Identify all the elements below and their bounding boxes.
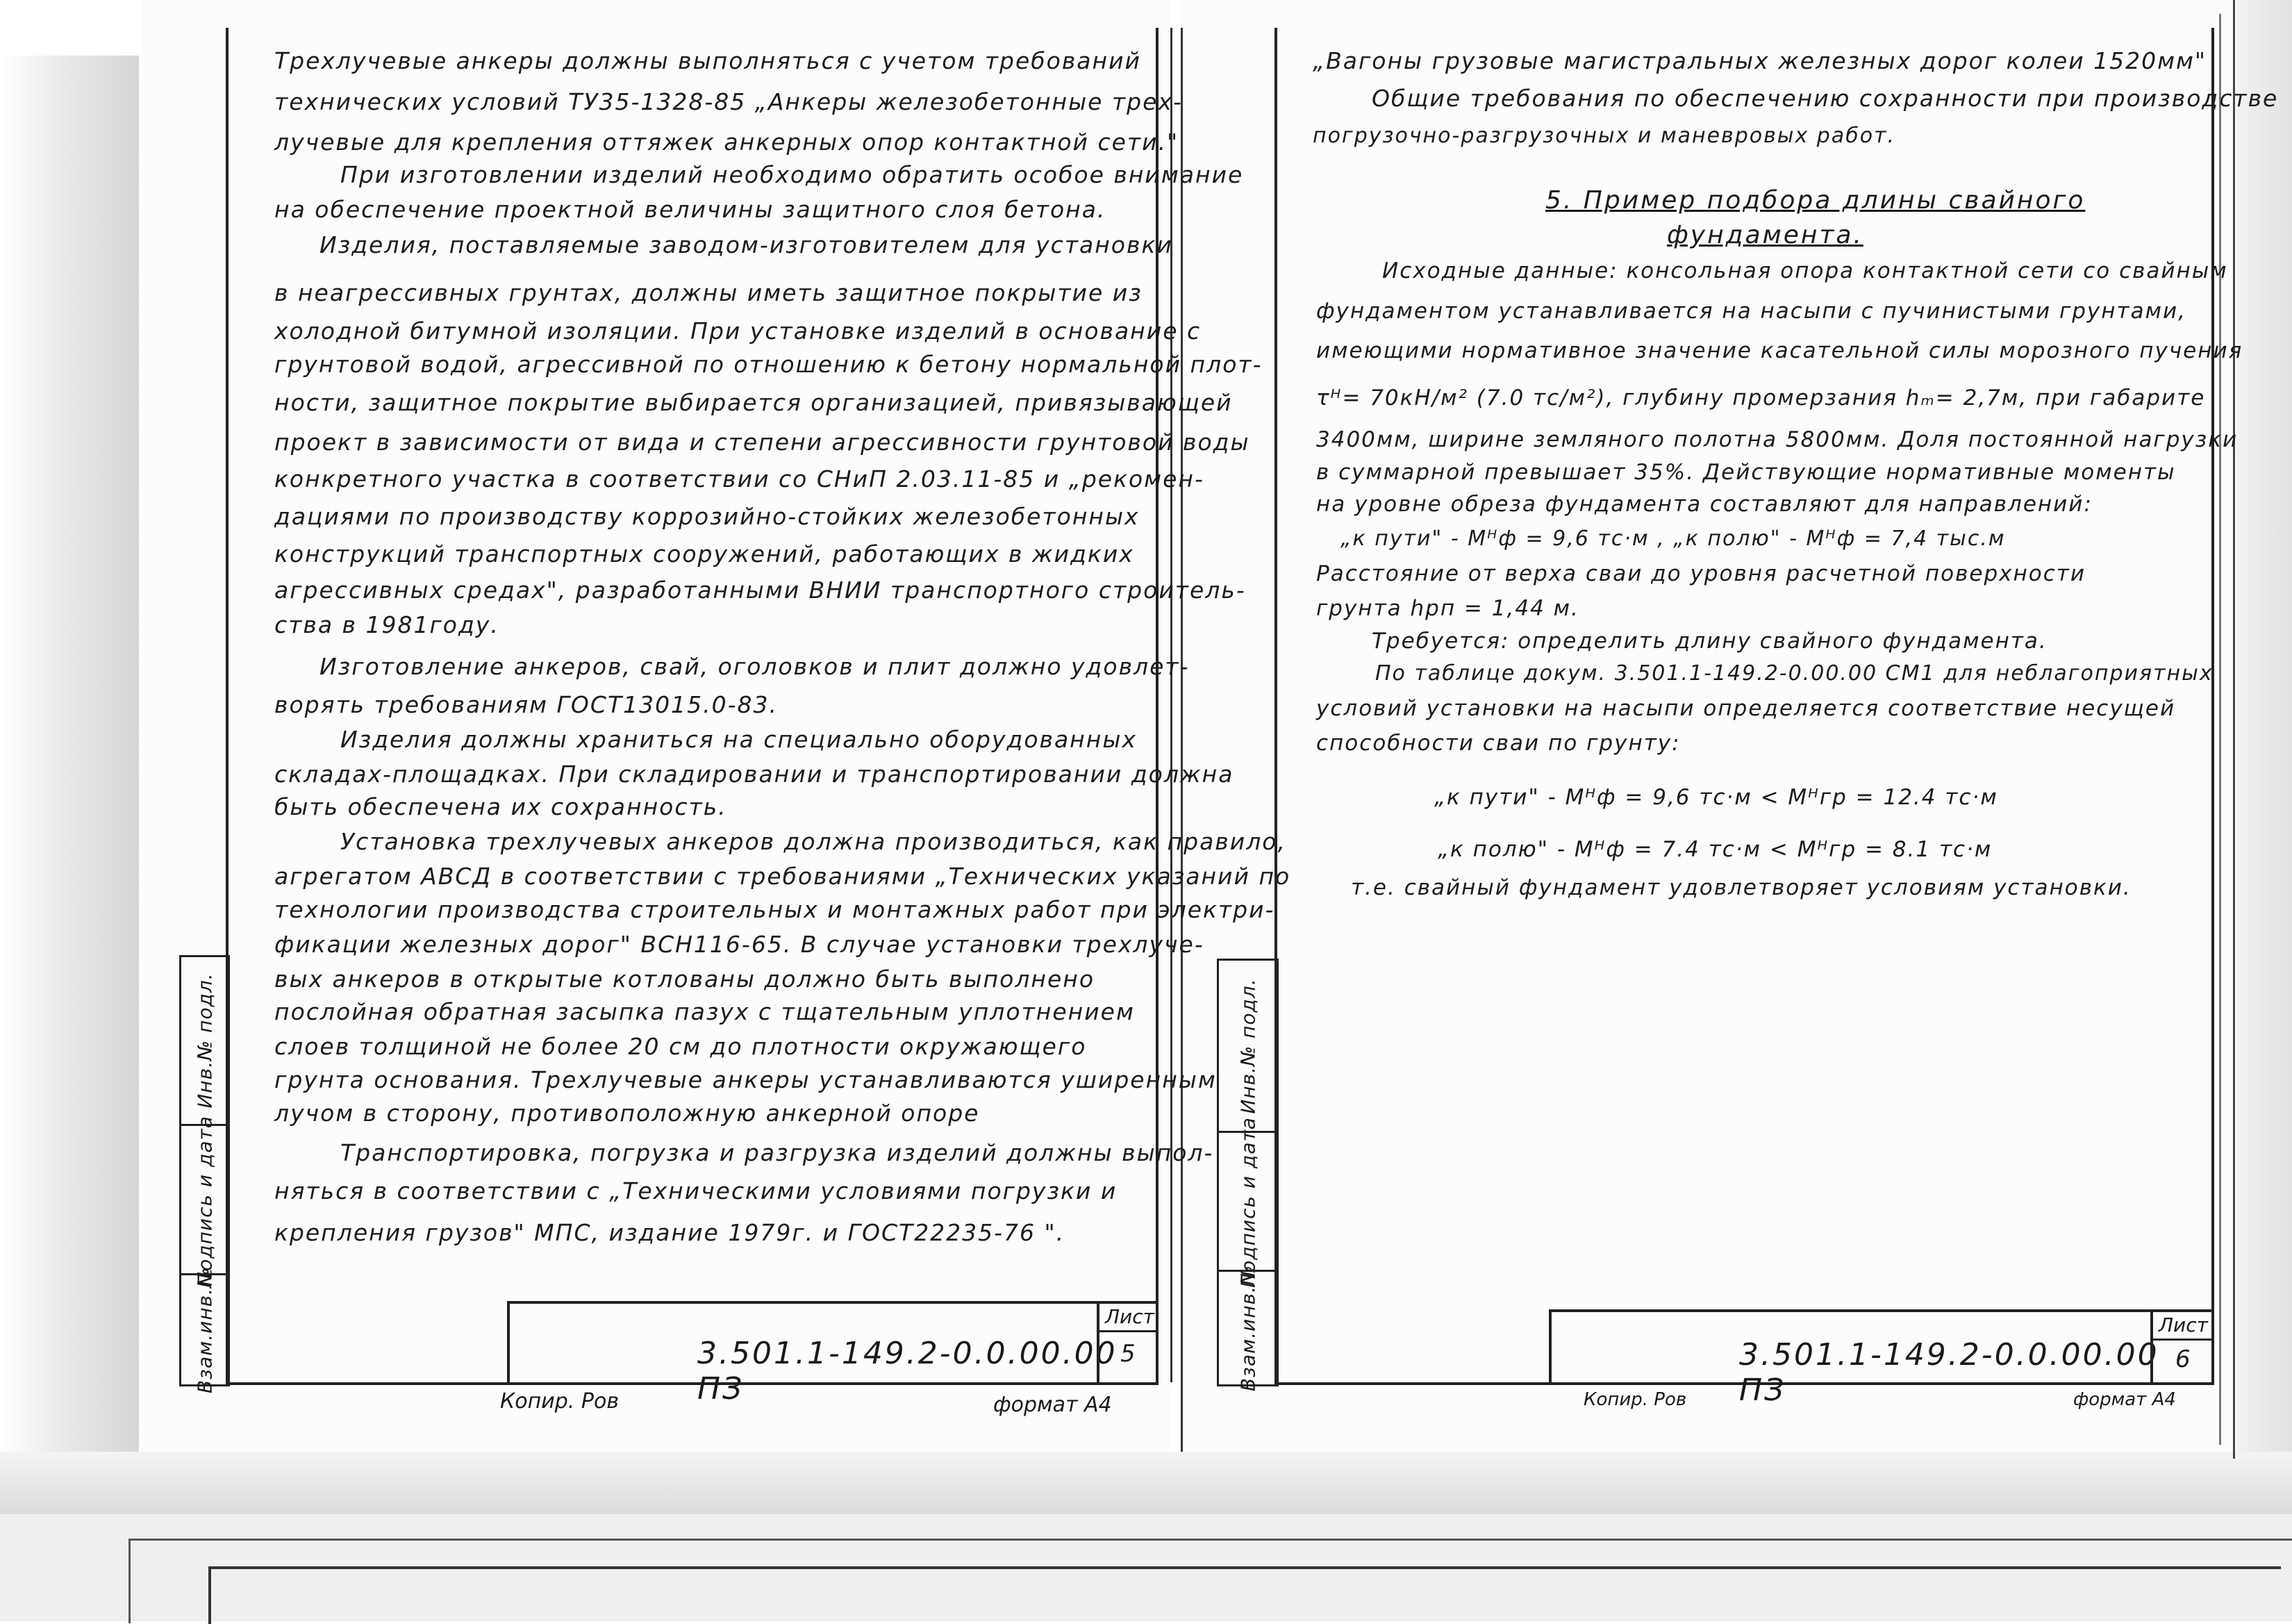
right-section-heading-2: фундамента. [1667,221,1863,249]
left-side-cell-sign [181,1115,228,1286]
left-line-4: При изготовлении изделий необходимо обратить особое внимание [340,161,1244,188]
left-line-23: агрегатом АВСД в соответствии с требованиями „Технических указаний по [274,863,1291,890]
right-body-13: условий установки на насыпи определяется соответствие несущей [1316,696,2176,721]
left-line-13: дациями по производству коррозийно-стойких железобетонных [274,503,1140,530]
left-line-27: послойная обратная засыпка пазух с тщательным уплотнением [274,998,1135,1025]
right-edge-line-inner [2219,14,2221,1445]
fold-line-right [1181,28,1183,1452]
right-body-14: способности сваи по грунту: [1316,731,1681,756]
right-body-10: грунта hрп = 1,44 м. [1316,596,1579,621]
left-side-label-replace: Взам.инв.№ [193,1266,216,1393]
left-line-18: ворять требованиям ГОСТ13015.0-83. [274,691,778,718]
left-line-14: конструкций транспортных сооружений, работающих в жидких [274,540,1134,567]
right-edge-line [2233,0,2235,1459]
left-line-29: грунта основания. Трехлучевые анкеры устанавливаются уширенным [274,1066,1217,1093]
left-line-31: Транспортировка, погрузка и разгрузка изделий должны выпол- [340,1139,1214,1166]
left-line-11: проект в зависимости от вида и степени агрессивности грунтовой воды [274,429,1250,456]
right-body-8: „к пути" - Mᴴф = 9,6 тс·м , „к полю" - Mᴴф = 7,4 тыс.м [1340,527,2006,551]
right-body-1: Исходные данные: консольная опора контактной сети со свайным [1382,258,2228,283]
right-footer-copied: Копир. Ров [1584,1389,1687,1410]
right-side-cell-sign [1219,1117,1277,1288]
left-line-24: технологии производства строительных и монтажных работ при электри- [274,896,1275,923]
left-line-32: няться в соответствии с „Техническими условиями погрузки и [274,1177,1118,1204]
left-sheet-number: 5 [1120,1340,1136,1368]
left-line-20: складах-площадках. При складировании и транспортировании должна [274,761,1234,788]
left-doc-code: 3.501.1-149.2-0.0.00.00 ПЗ [697,1336,1118,1407]
left-side-cell-inv [181,957,228,1124]
right-sheet-number: 6 [2175,1345,2191,1373]
right-side-stamp-table [1217,959,1279,1392]
left-line-9: грунтовой водой, агрессивной по отношению к бетону нормальной плот- [274,351,1263,378]
left-line-2: технических условий ТУ35-1328-85 „Анкеры железобетонные трех- [274,88,1183,115]
right-intro-3: погрузочно-разгрузочных и маневровых работ. [1313,124,1896,148]
left-line-30: лучом в сторону, противоположную анкерной опоре [274,1100,980,1127]
right-body-7: на уровне обреза фундамента составляют для направлений: [1316,492,2093,517]
right-body-4: τᴴ= 70кН/м² (7.0 тс/м²), глубину промерзания hₘ= 2,7м, при габарите [1316,386,2206,411]
right-intro-1: „Вагоны грузовые магистральных железных дорог колеи 1520мм" [1313,47,2207,74]
left-line-15: агрессивных средах", разработанными ВНИИ транспортного строитель- [274,577,1246,604]
left-line-26: вых анкеров в открытые котлованы должно быть выполнено [274,966,1095,993]
right-doc-code: 3.501.1-149.2-0.0.00.00 ПЗ [1739,1337,2159,1408]
right-body-11: Требуется: определить длину свайного фундамента. [1372,629,2048,654]
left-line-25: фикации железных дорог" ВСН116-65. В случае установки трехлуче- [274,931,1204,958]
right-intro-2: Общие требования по обеспечению сохранности при производстве [1372,85,2279,112]
left-footer-copied: Копир. Ров [500,1389,620,1414]
left-footer-format: формат А4 [993,1393,1112,1417]
right-footer-format: формат А4 [2073,1389,2176,1410]
left-sheet-box [1097,1304,1159,1385]
next-sheet-frame-inner [208,1566,2281,1624]
right-sheet-label: Лист [2159,1314,2208,1336]
left-line-28: слоев толщиной не более 20 см до плотности окружающего [274,1033,1087,1060]
right-side-label-sign: Подпись и дата [1236,1117,1259,1288]
right-body-6: в суммарной превышает 35%. Действующие нормативные моменты [1316,460,2176,485]
left-line-7: в неагрессивных грунтах, должны иметь защитное покрытие из [274,279,1143,306]
right-sheet-box [2150,1312,2214,1385]
left-line-6: Изделия, поставляемые заводом-изготовителем для установки [319,231,1173,258]
right-side-label-inv: Инв.№ подл. [1236,977,1259,1114]
left-side-label-inv: Инв.№ подл. [193,972,216,1109]
left-line-33: крепления грузов" МПС, издание 1979г. и ГОСТ22235-76 ". [274,1219,1065,1246]
right-formula-to-field: „к полю" - Mᴴф = 7.4 тс·м < Mᴴгр = 8.1 тс·м [1438,837,1993,862]
left-side-cell-replace [181,1266,228,1393]
right-page-shadow [2236,0,2292,1452]
left-line-10: ности, защитное покрытие выбирается организацией, привязывающей [274,389,1233,416]
left-line-16: ства в 1981году. [274,611,499,638]
left-line-1: Трехлучевые анкеры должны выполняться с учетом требований [274,47,1141,74]
right-side-label-replace: Взам.инв.№ [1236,1264,1259,1392]
left-line-5: на обеспечение проектной величины защитного слоя бетона. [274,196,1106,223]
right-side-cell-inv [1219,961,1277,1131]
right-body-9: Расстояние от верха сваи до уровня расчетной поверхности [1316,561,2086,586]
right-formula-to-track: „к пути" - Mᴴф = 9,6 тс·м < Mᴴгр = 12.4 тс·м [1434,785,1998,810]
scan-bottom-band [0,1452,2292,1514]
right-conclusion: т.е. свайный фундамент удовлетворяет условиям установки. [1351,875,2132,900]
left-line-3: лучевые для крепления оттяжек анкерных опор контактной сети." [274,129,1179,156]
right-section-heading-1: 5. Пример подбора длины свайного [1545,186,2086,215]
left-side-label-sign: Подпись и дата [193,1115,216,1286]
right-body-2: фундаментом устанавливается на насыпи с пучинистыми грунтами, [1316,299,2186,324]
left-line-8: холодной битумной изоляции. При установке изделий в основание с [274,317,1202,345]
right-body-3: имеющими нормативное значение касательной силы морозного пучения [1316,338,2243,363]
left-line-22: Установка трехлучевых анкеров должна производиться, как правило, [340,828,1286,855]
scan-shadow-left [0,56,139,1549]
left-side-stamp-table [179,955,230,1393]
left-line-12: конкретного участка в соответствии со СНиП 2.03.11-85 и „рекомен- [274,465,1204,492]
right-body-5: 3400мм, ширине земляного полотна 5800мм. Доля постоянной нагрузки [1316,427,2239,452]
right-body-12: По таблице докум. 3.501.1-149.2-0.00.00 СМ1 для неблагоприятных [1375,661,2214,686]
right-side-cell-replace [1219,1264,1277,1392]
left-line-21: быть обеспечена их сохранность. [274,793,727,820]
left-sheet-label: Лист [1105,1305,1154,1328]
left-line-19: Изделия должны храниться на специально оборудованных [340,726,1137,753]
left-line-17: Изготовление анкеров, свай, оголовков и плит должно удовлет- [319,653,1190,680]
